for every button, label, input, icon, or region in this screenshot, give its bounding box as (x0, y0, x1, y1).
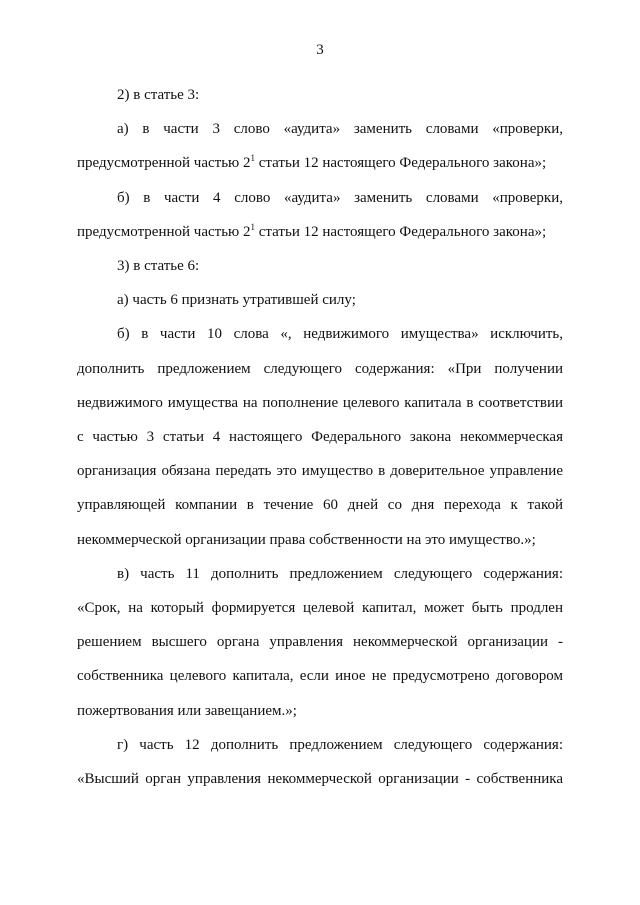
text-segment: предусмотренной частью 2 (77, 155, 251, 172)
text-segment: статьи 12 настоящего Федерального закона»; (255, 223, 547, 240)
text-line: некоммерческой организации права собственности на это имущество.»; (77, 531, 536, 548)
text-segment: предусмотренной частью 2 (77, 223, 251, 240)
text-line: а) часть 6 признать утратившей силу; (117, 292, 356, 309)
text-line: организация обязана передать это имущество в доверительное управление (77, 463, 563, 480)
text-line (77, 146, 563, 180)
text-line: а) в части 3 слово «аудита» заменить словами «проверки, (117, 121, 563, 138)
text-line: собственника целевого капитала, если иное не предусмотрено договором (77, 668, 563, 685)
text-line (77, 215, 563, 249)
text-line: б) в части 10 слова «, недвижимого имущества» исключить, (117, 326, 563, 343)
page-number: 3 (316, 42, 324, 58)
paragraph-6a (77, 283, 563, 317)
text-line: «Срок, на который формируется целевой капитал, может быть продлен (77, 600, 563, 617)
paragraph-6b (77, 317, 563, 556)
text-line: управляющей компании в течение 60 дней со дня перехода к такой (77, 497, 563, 514)
text-line: 3) в статье 6: (117, 258, 200, 275)
text-segment: статьи 12 настоящего Федерального закона»; (255, 155, 547, 172)
paragraph-6g (77, 728, 563, 796)
text-line: дополнить предложением следующего содержания: «При получении (77, 360, 563, 377)
text-line: г) часть 12 дополнить предложением следующего содержания: (117, 736, 563, 753)
text-line: б) в части 4 слово «аудита» заменить словами «проверки, (117, 189, 563, 206)
text-line: недвижимого имущества на пополнение целевого капитала в соответствии (77, 394, 563, 411)
text-line: в) часть 11 дополнить предложением следующего содержания: (117, 565, 563, 582)
paragraph-6v (77, 557, 563, 728)
paragraph-article-3-heading (77, 78, 563, 112)
text-line: 2) в статье 3: (117, 87, 200, 103)
text-line: решением высшего органа управления некоммерческой организации - (77, 634, 563, 651)
text-line: «Высший орган управления некоммерческой организации - собственника (77, 771, 563, 788)
text-line: пожертвования или завещанием.»; (77, 702, 297, 719)
paragraph-3a (77, 112, 563, 180)
superscript: 1 (250, 153, 256, 164)
paragraph-article-6-heading (77, 249, 563, 283)
document-body (77, 78, 563, 796)
paragraph-3b (77, 181, 563, 249)
text-line: с частью 3 статьи 4 настоящего Федерального закона некоммерческая (77, 429, 563, 446)
superscript: 1 (250, 221, 256, 232)
